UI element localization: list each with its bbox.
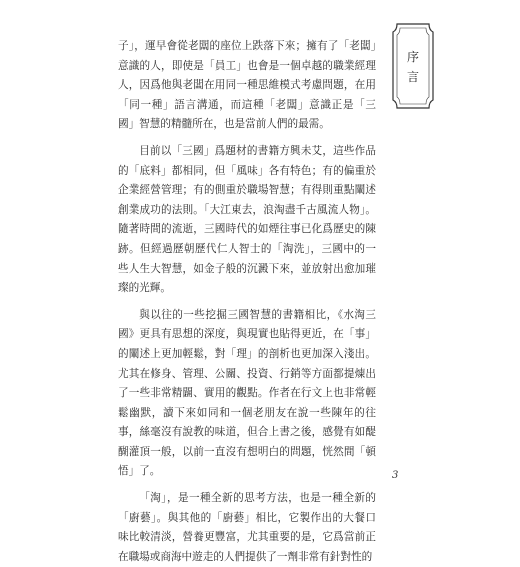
section-tab-frame [391,20,435,112]
section-tab-char-2: 言 [406,70,419,84]
section-tab [391,20,435,112]
paragraph: 子」，運早會從老闆的座位上跌落下來；擁有了「老闆」意識的人，即使是「員工」也會是一個卓越的職業經理人，因爲他與老闆在用同一種思維模式考慮問題，在用「同一種」語言溝通，而這種「老闆」意識正是「三國」智慧的精髓所在，也是當前人們的最需。 [118,40,376,131]
page-number: 3 [392,470,399,481]
section-tab-char-1: 序 [406,50,419,64]
paragraph: 目前以「三國」爲題材的書籍方興未艾，這些作品的「底料」都相同，但「風味」各有特色；有的偏重於企業經營管理；有的側重於職場智慧；有得則重點闡述創業成功的法則。「大江東去，浪淘盡千古風流人物」。隨著時間的流逝，三國時代的如煙往事已化爲歷史的陳跡。但經過歷朝歷代仁人智士的「淘洗」，三國中的一些人生大智慧，如金子般的沉澱下來，並放射出愈加璀璨的光輝。 [118,144,376,295]
paragraph: 「淘」，是一種全新的思考方法，也是一種全新的「廚藝」。與其他的「廚藝」相比，它製作出的大餐口味比較清淡，營養更豐富，尤其重要的是，它爲當前正在職場或商海中遊走的人們提供了一劑非常有針對性的 [118,492,376,563]
page-body [118,37,376,567]
paragraph: 與以往的一些挖掘三國智慧的書籍相比，《水淘三國》更具有思想的深度，與現實也貼得更近，在「事」的闡述上更加輕鬆，對「理」的剖析也更加深入淺出。尤其在修身、管理、公關、投資、行銷等方面都提煉出了一些非常精闢、實用的觀點。作者在行文上也非常輕鬆幽默，讀下來如同和一個老朋友在說一些陳年的往事，絲毫沒有說教的味道，但合上書之後，感覺有如醍醐灌頂一般，以前一直沒有想明白的問題，恍然間「頓悟」了。 [118,308,376,478]
